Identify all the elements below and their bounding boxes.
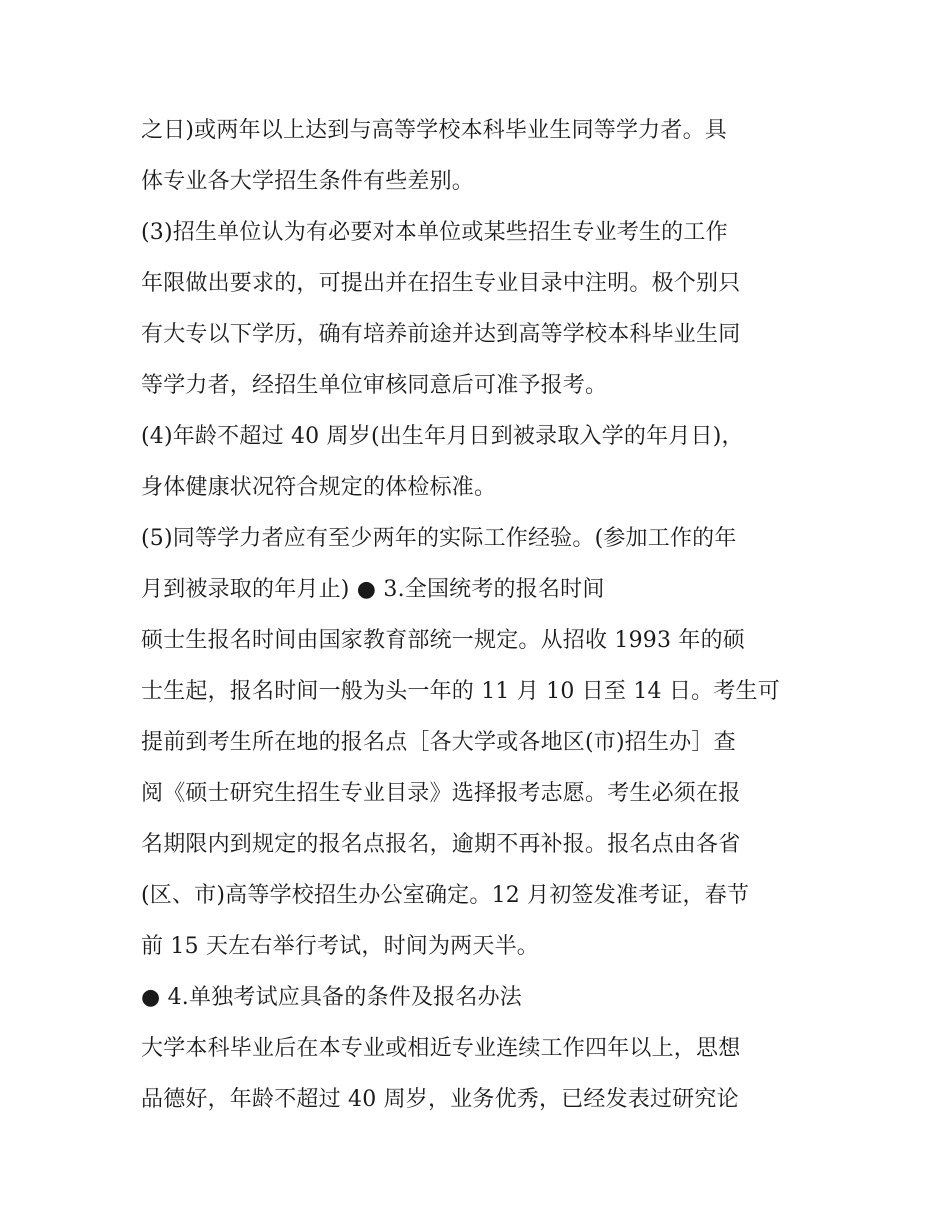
document-body	[141, 105, 821, 1125]
text-line: (5)同等学力者应有至少两年的实际工作经验。(参加工作的年	[141, 526, 737, 551]
text-line: 品德好，年龄不超过 40 周岁，业务优秀，已经发表过研究论	[141, 1087, 739, 1112]
text-line: (区、市)高等学校招生办公室确定。12 月初签发准考证，春节	[141, 883, 750, 908]
text-line: 硕士生报名时间由国家教育部统一规定。从招收 1993 年的硕	[141, 628, 745, 653]
text-line: 阅《硕士研究生招生专业目录》选择报考志愿。考生必须在报	[141, 781, 741, 806]
text-line: (4)年龄不超过 40 周岁(出生年月日到被录取入学的年月日)，	[141, 424, 744, 449]
text-line: 体专业各大学招生条件有些差别。	[141, 169, 475, 194]
text-line: 士生起，报名时间一般为头一年的 11 月 10 日至 14 日。考生可	[141, 679, 780, 704]
text-line: 月到被录取的年月止) ● 3.全国统考的报名时间	[141, 577, 605, 602]
text-line: 之日)或两年以上达到与高等学校本科毕业生同等学力者。具	[141, 118, 727, 143]
text-line: 身体健康状况符合规定的体检标准。	[141, 475, 497, 500]
text-line: 前 15 天左右举行考试，时间为两天半。	[141, 934, 539, 959]
text-line: 名期限内到规定的报名点报名，逾期不再补报。报名点由各省	[141, 832, 741, 857]
text-line: 大学本科毕业后在本专业或相近专业连续工作四年以上，思想	[141, 1036, 741, 1061]
text-line: 有大专以下学历，确有培养前途并达到高等学校本科毕业生同	[141, 322, 741, 347]
text-line: 等学力者，经招生单位审核同意后可准予报考。	[141, 373, 608, 398]
text-line: 提前到考生所在地的报名点［各大学或各地区(市)招生办］查	[141, 730, 736, 755]
text-line: 年限做出要求的，可提出并在招生专业目录中注明。极个别只	[141, 271, 741, 296]
section-heading: ● 4.单独考试应具备的条件及报名办法	[141, 985, 522, 1010]
text-line: (3)招生单位认为有必要对本单位或某些招生专业考生的工作	[141, 220, 728, 245]
